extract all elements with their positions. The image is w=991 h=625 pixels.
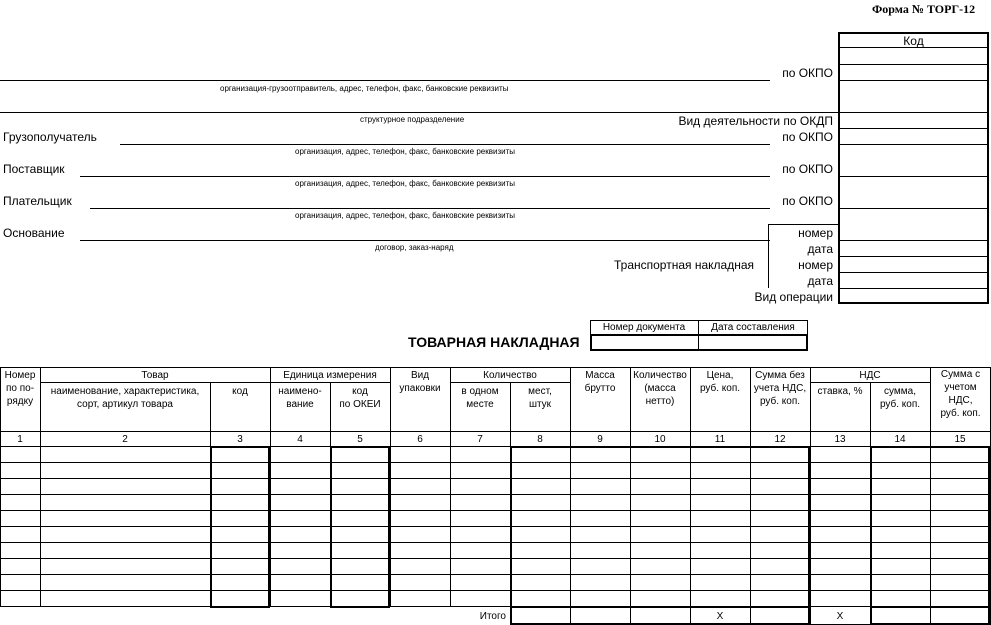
okdp-label: Вид деятельности по ОКДП (678, 114, 833, 128)
price-x-mark: X (716, 611, 724, 622)
col-kod-header: код (232, 386, 248, 397)
col-number: 14 (894, 434, 906, 445)
sender-caption: организация-грузоотправитель, адрес, телефон, факс, банковские реквизиты (220, 84, 509, 93)
col-gross-header: Масса брутто (584, 370, 616, 394)
transport-number-label: номер (798, 258, 833, 272)
group-unit-header: Единица измерения (283, 370, 377, 381)
col-number: 4 (297, 434, 303, 445)
okpo-label-2: по ОКПО (782, 130, 833, 144)
sender-line[interactable] (0, 80, 770, 81)
col-number: 3 (237, 434, 243, 445)
doc-date-label: Дата составления (711, 322, 795, 333)
doc-date-field[interactable] (700, 336, 806, 349)
col-number: 9 (597, 434, 603, 445)
col-number: 5 (357, 434, 363, 445)
division-caption: структурное подразделение (360, 115, 465, 124)
col-price-header: Цена, руб. коп. (699, 370, 741, 394)
col-nomer-header: Номер по по- рядку (4, 370, 36, 407)
col-net-header: Количество (масса нетто) (633, 370, 687, 407)
transport-date-label: дата (807, 274, 833, 288)
supplier-caption: организация, адрес, телефон, факс, банковские реквизиты (295, 179, 515, 188)
transport-label: Транспортная накладная (614, 258, 755, 272)
basis-line[interactable] (80, 240, 770, 241)
col-places-header: мест, штук (528, 386, 552, 410)
col-number: 15 (954, 434, 966, 445)
payer-label: Плательщик (3, 194, 72, 208)
col-vat-sum-header: сумма, руб. коп. (879, 386, 921, 410)
consignee-label: Грузополучатель (3, 130, 97, 144)
col-sum-no-vat-header: Сумма без учета НДС, руб. коп. (753, 370, 807, 407)
group-qty-header: Количество (483, 370, 537, 381)
code-header: Код (903, 34, 924, 48)
col-number: 10 (654, 434, 666, 445)
col-total-header: Сумма с учетом НДС, руб. коп. (940, 369, 981, 419)
code-column-box (838, 32, 989, 304)
total-label: Итого (479, 611, 506, 622)
vat-rate-x-mark: X (836, 611, 844, 622)
col-number: 11 (714, 434, 726, 445)
col-number: 6 (417, 434, 423, 445)
col-vat-rate-header: ставка, % (817, 386, 863, 397)
okpo-label-1: по ОКПО (782, 66, 833, 80)
col-number: 12 (774, 434, 786, 445)
okpo-label-3: по ОКПО (782, 162, 833, 176)
consignee-caption: организация, адрес, телефон, факс, банковские реквизиты (295, 147, 515, 156)
form-title: Форма № ТОРГ-12 (872, 2, 976, 16)
basis-label: Основание (3, 226, 65, 240)
doc-number-label: Номер документа (602, 322, 686, 333)
doc-number-field[interactable] (592, 336, 697, 349)
group-vat-header: НДС (859, 370, 881, 381)
col-number: 8 (537, 434, 543, 445)
okpo-label-4: по ОКПО (782, 194, 833, 208)
col-number: 1 (17, 434, 23, 445)
payer-caption: организация, адрес, телефон, факс, банковские реквизиты (295, 211, 515, 220)
division-line[interactable] (0, 112, 838, 113)
col-number: 2 (122, 434, 128, 445)
col-number: 13 (834, 434, 846, 445)
basis-number-label: номер (798, 226, 833, 240)
supplier-label: Поставщик (3, 162, 65, 176)
col-pack-header: Вид упаковки (399, 370, 441, 394)
payer-line[interactable] (90, 208, 770, 209)
col-number: 7 (477, 434, 483, 445)
supplier-line[interactable] (80, 176, 770, 177)
operation-label: Вид операции (754, 290, 833, 304)
consignee-line[interactable] (120, 144, 770, 145)
col-unit-name-header: наимено- вание (278, 386, 322, 410)
doc-title: ТОВАРНАЯ НАКЛАДНАЯ (408, 334, 580, 350)
col-name-header: наименование, характеристика, сорт, артикул товара (50, 386, 200, 410)
goods-table (0, 367, 991, 625)
col-in-one-header: в одном месте (461, 386, 499, 410)
basis-date-label: дата (807, 242, 833, 256)
basis-caption: договор, заказ-наряд (375, 243, 454, 252)
col-okei-header: код по ОКЕИ (339, 386, 381, 410)
group-tovar-header: Товар (141, 370, 169, 381)
